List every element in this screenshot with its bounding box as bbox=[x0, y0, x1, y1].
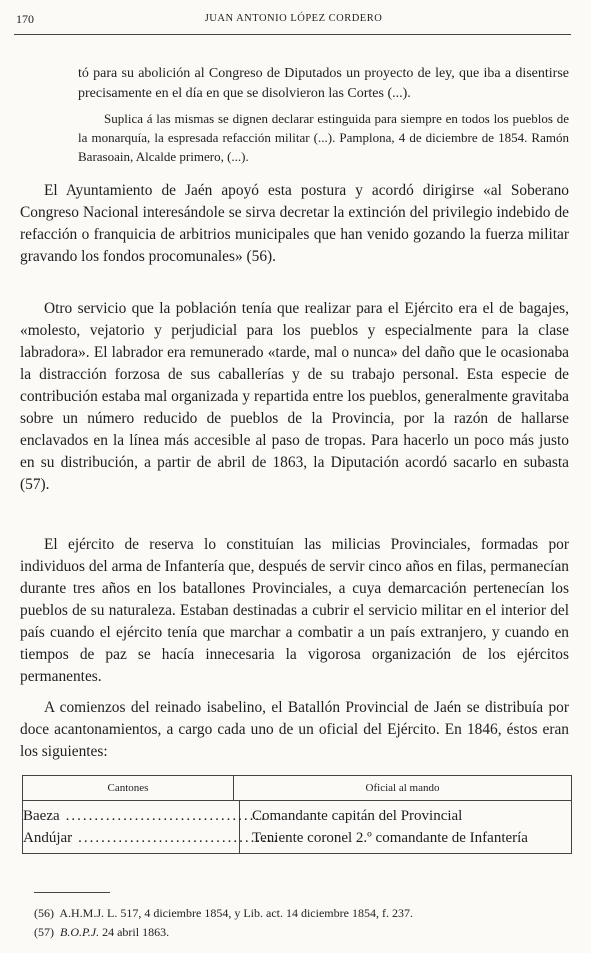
column-oficial bbox=[240, 801, 571, 853]
page-header bbox=[16, 12, 571, 32]
cantones-table bbox=[22, 775, 572, 854]
paragraph-1: El Ayuntamiento de Jaén apoyó esta postura y acordó dirigirse «al Soberano Congreso Nacional interesándole se sirva decretar la extinción del privilegio indebido de refacción o franquicia de arbitrios municipales que han venido gozando la fuerza militar gravando los fondos procomunales» (56). bbox=[20, 182, 569, 265]
header-cantones: Cantones bbox=[23, 776, 234, 800]
leader-dots: ................................... bbox=[65, 807, 267, 824]
officer-rank: Comandante capitán del Provincial bbox=[252, 808, 463, 824]
footnote-text: 24 abril 1863. bbox=[99, 925, 170, 939]
column-cantones bbox=[23, 801, 280, 853]
officer-rank: Teniente coronel 2.º comandante de Infantería bbox=[252, 830, 528, 846]
footnote-text: A.H.M.J. L. 517, 4 diciembre 1854, y Lib. act. 14 diciembre 1854, f. 237. bbox=[59, 906, 413, 920]
footnote-number: (56) bbox=[34, 906, 54, 920]
table-header bbox=[23, 776, 571, 801]
paragraph-4: A comienzos del reinado isabelino, el Batallón Provincial de Jaén se distribuía por doce acantonamientos, a cargo cada uno de un oficial del Ejército. En 1846, éstos eran los siguientes: bbox=[20, 699, 569, 760]
canton-name: Andújar bbox=[23, 829, 73, 846]
running-head: JUAN ANTONIO LÓPEZ CORDERO bbox=[204, 13, 383, 24]
table-row bbox=[23, 805, 267, 827]
footnote-rule bbox=[34, 892, 110, 893]
leader-dots: ................................... bbox=[78, 829, 280, 846]
header-rule bbox=[14, 34, 571, 35]
footnote-57 bbox=[34, 924, 169, 940]
paragraph-3: El ejército de reserva lo constituían las milicias Provinciales, formadas por individuos del arma de Infantería que, después de servir cinco años en filas, permanecían durante tres años en los batallones Provinciales, a cuya demarcación pertenecían los pueblos de su naturaleza. Estaban destinadas a cubrir el servicio militar en el interior del país cuando el ejército tenía que marchar a combatir a un país extranjero, y cuando en tiempos de paz se hacía innecesaria la vigorosa organización de los ejércitos permanentes. bbox=[20, 536, 569, 685]
block-quote: Suplica á las mismas se dignen declarar estinguida para siempre en todos los pueblos de la monarquía, la espresada refacción militar (...). Pamplona, 4 de diciembre de 1854. Ramón Barasoain, Alcalde primero, (...). bbox=[78, 111, 569, 164]
block-quote-continuation: tó para su abolición al Congreso de Diputados un proyecto de ley, que iba a disentirse precisamente en el día en que se disolvieron las Cortes (...). bbox=[78, 66, 569, 101]
page-number: 170 bbox=[16, 12, 34, 26]
table-body bbox=[23, 801, 571, 853]
footnote-source: B.O.P.J. bbox=[60, 925, 100, 939]
table-row bbox=[23, 827, 280, 849]
canton-name: Baeza bbox=[23, 807, 60, 824]
header-oficial: Oficial al mando bbox=[365, 782, 440, 794]
footnote-number: (57) bbox=[34, 925, 54, 939]
paragraph-2: Otro servicio que la población tenía que realizar para el Ejército era el de bagajes, «molesto, vejatorio y perjudicial para los pueblos y especialmente para la clase labradora». El labrador era remunerado «tarde, mal o nunca» del daño que le ocasionaba la distracción forzosa de sus caballerías y de su trabajo personal. Esta especie de contribución estaba mal organizada y repartida entre los pueblos, generalmente gravitaba sobre un número reducido de pueblos de la Provincia, por la razón de hallarse enclavados en la línea más accesible al paso de tropas. Para hacerlo un poco más justo en su distribución, a partir de abril de 1863, la Diputación acordó sacarlo en subasta (57). bbox=[20, 300, 569, 493]
footnote-56 bbox=[34, 905, 413, 921]
